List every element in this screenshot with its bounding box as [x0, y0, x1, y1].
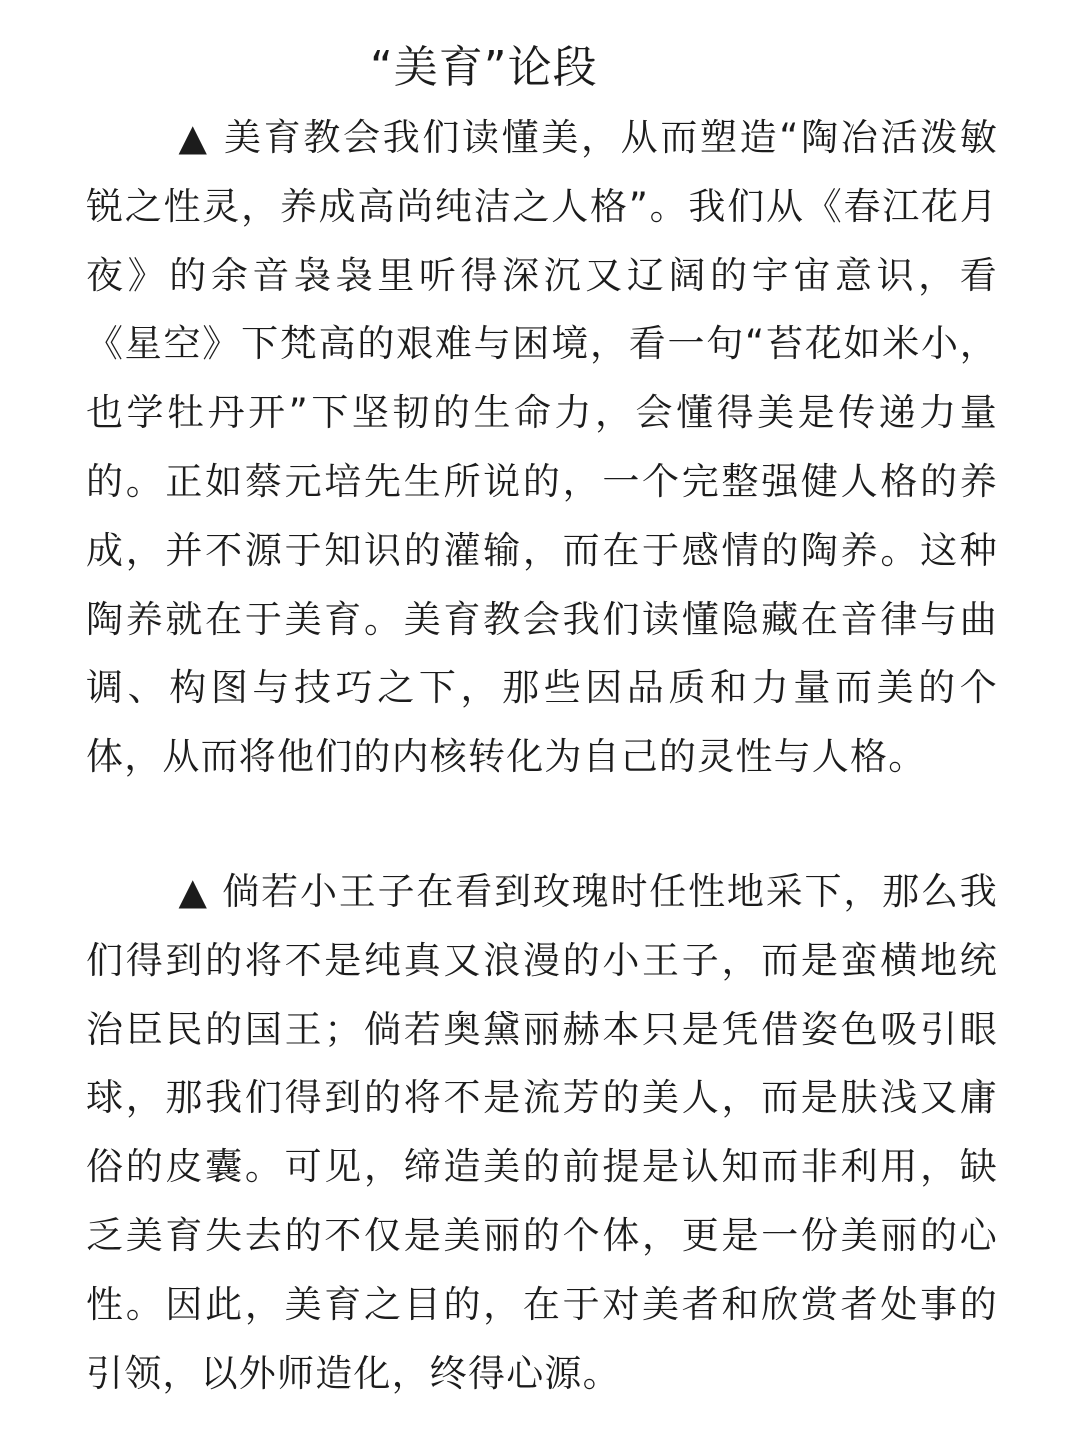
paragraph-little-prince: ▲ 倘若小王子在看到玫瑰时任性地采下，那么我们得到的将不是纯真又浪漫的小王子，而是蛮横地统治臣民的国王；倘若奥黛丽赫本只是凭借姿色吸引眼球，那我们得到的将不是流芳的美人，而是肤浅又庸俗的皮囊。可见，缔造美的前提是认知而非利用，缺乏美育失去的不仅是美丽的个体，更是一份美丽的心性。因此，美育之目的，在于对美者和欣赏者处事的引领，以外师造化，终得心源。 — [86, 870, 998, 1395]
paragraph-aesthetic-education: ▲ 美育教会我们读懂美，从而塑造“陶冶活泼敏锐之性灵，养成高尚纯洁之人格”。我们从《春江花月夜》的余音袅袅里听得深沉又辽阔的宇宙意识，看《星空》下梵高的艰难与困境，看一句“苔花如米小，也学牡丹开”下坚韧的生命力，会懂得美是传递力量的。正如蔡元培先生所说的，一个完整强健人格的养成，并不源于知识的灌输，而在于感情的陶养。这种陶养就在于美育。美育教会我们读懂隐藏在音律与曲调、构图与技巧之下，那些因品质和力量而美的个体，从而将他们的内核转化为自己的灵性与人格。 — [86, 116, 998, 779]
document-title: “美育”论段 — [370, 42, 598, 93]
